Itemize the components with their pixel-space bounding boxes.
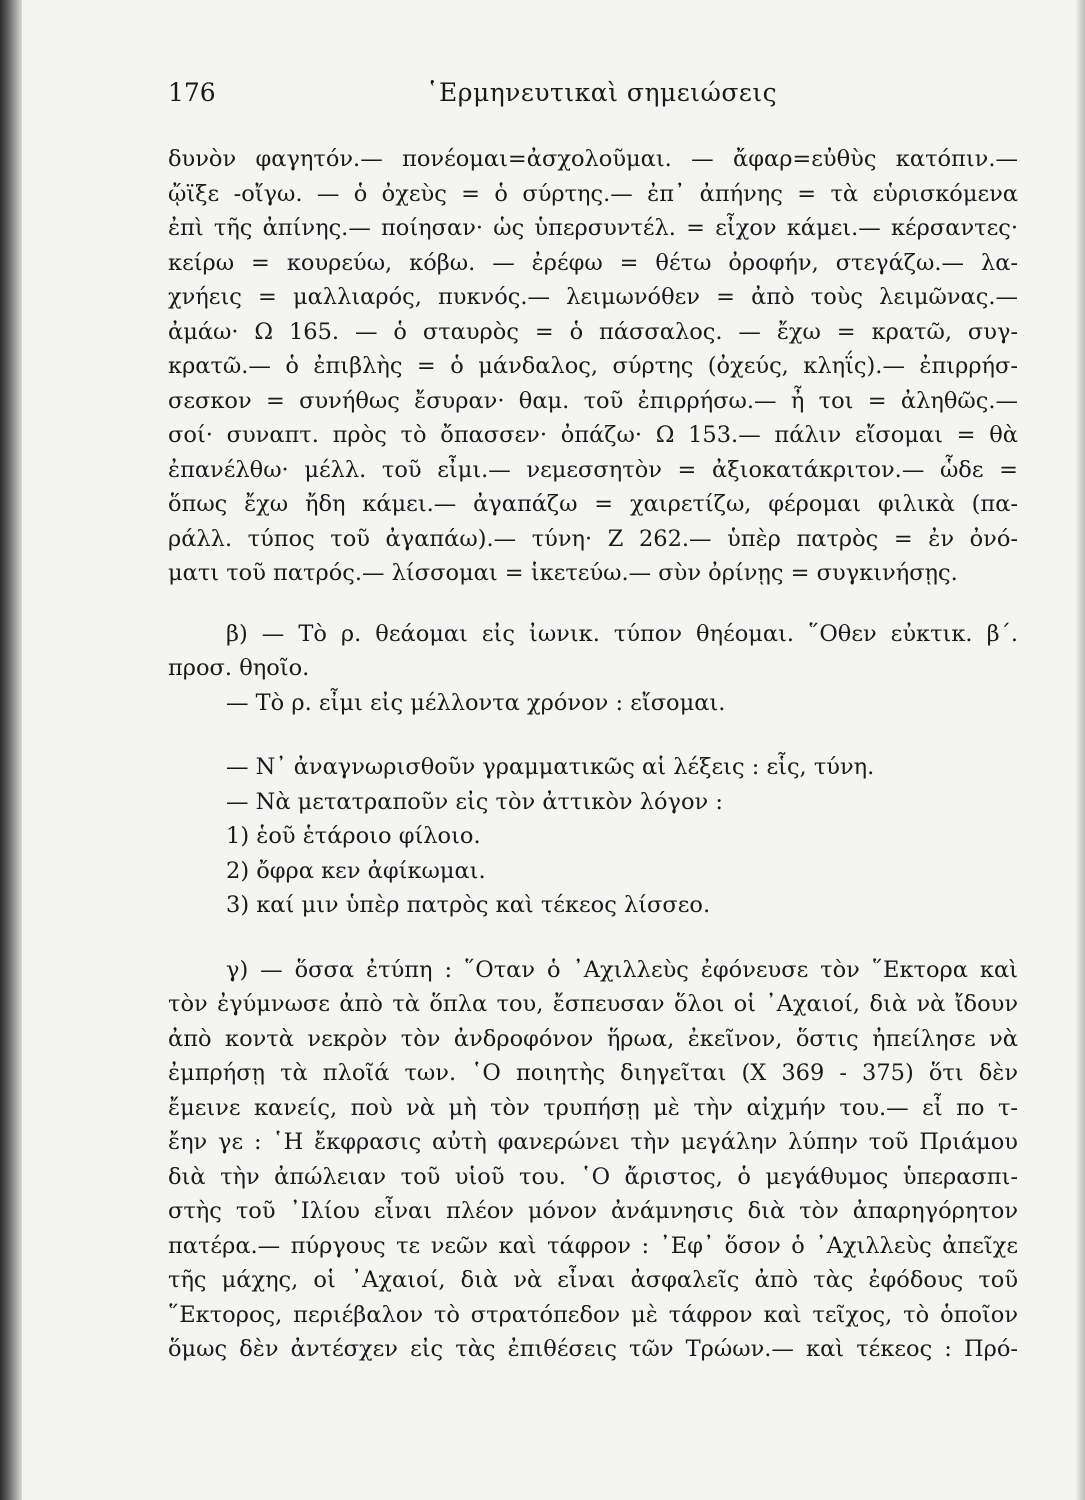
- text-line: ἐπανέλθω· μέλλ. τοῦ εἶμι.— νεμεσσητὸν = ἀξιοκατάκριτον.— ὧδε =: [168, 456, 1018, 483]
- paragraph-gap: [168, 923, 1018, 953]
- text-line: 2) ὄφρα κεν ἀφίκωμαι.: [226, 857, 486, 884]
- text-line: ἀπὸ κοντὰ νεκρὸν τὸν ἀνδροφόνον ἥρωα, ἐκεῖνον, ὅστις ἠπείλησε νὰ: [168, 1025, 1018, 1052]
- text-line: 1) ἑοῦ ἑτάροιο φίλοιο.: [226, 823, 481, 849]
- text-line: τῆς μάχης, οἱ ᾽Αχαιοί, διὰ νὰ εἶναι ἀσφαλεῖς ἀπὸ τὰς ἐφόδους τοῦ: [168, 1267, 1018, 1293]
- text-line: ῞Εκτορος, περιέβαλον τὸ στρατόπεδον μὲ τάφρον καὶ τεῖχος, τὸ ὁποῖον: [168, 1301, 1018, 1328]
- text-line: διὰ τὴν ἀπώλειαν τοῦ υἱοῦ του. ῾Ο ἄριστος, ὁ μεγάθυμος ὑπερασπι-: [168, 1163, 1018, 1190]
- page-edge: [1075, 0, 1085, 1500]
- text-line: ἔμεινε κανείς, ποὺ νὰ μὴ τὸν τρυπήσῃ μὲ τὴν αἰχμήν του.— εἶ πο τ-: [168, 1094, 1018, 1121]
- text-line: ὅμως δὲν ἀντέσχεν εἰς τὰς ἐπιθέσεις τῶν Τρώων.— καὶ τέκεος : Πρό-: [168, 1336, 1018, 1362]
- text-line: ᾤϊξε -οἴγω. — ὁ ὀχεὺς = ὁ σύρτης.— ἐπ᾽ ἀπήνης = τὰ εὑρισκόμενα: [168, 180, 1018, 207]
- page-number: 176: [168, 78, 216, 107]
- text-line: 3) καί μιν ὑπὲρ πατρὸς καὶ τέκεος λίσσεο.: [226, 892, 711, 918]
- running-title: ῾Ερμηνευτικαὶ σημειώσεις: [426, 78, 778, 107]
- text-line: κρατῶ.— ὁ ἐπιβλὴς = ὁ μάνδαλος, σύρτης (ὀχεύς, κληΐς).— ἐπιρρήσ-: [168, 353, 1018, 379]
- paragraph-gap: [168, 720, 1018, 750]
- text-line: ὅπως ἔχω ἤδη κάμει.— ἀγαπάζω = χαιρετίζω, φέρομαι φιλικὰ (πα-: [168, 491, 1018, 517]
- text-line: προσ. θηοῖο.: [168, 655, 310, 681]
- text-line: στὴς τοῦ ᾽Ιλίου εἶναι πλέον μόνον ἀνάμνησις διὰ τὸν ἀπαρηγόρητον: [168, 1198, 1018, 1224]
- text-line: τὸν ἐγύμνωσε ἀπὸ τὰ ὅπλα του, ἔσπευσαν ὅλοι οἱ ᾽Αχαιοί, διὰ νὰ ἴδουν: [168, 991, 1018, 1017]
- text-line: — Νὰ μετατραποῦν εἰς τὸν ἀττικὸν λόγον :: [226, 788, 723, 815]
- text-line: ἐπὶ τῆς ἀπίνης.— ποίησαν· ὡς ὑπερσυντέλ. = εἶχον κάμει.— κέρσαντες·: [168, 215, 1018, 241]
- text-line: — Τὸ ρ. εἶμι εἰς μέλλοντα χρόνον : εἴσομαι.: [226, 689, 726, 716]
- body-text: [168, 142, 1018, 1367]
- text-line: χνήεις = μαλλιαρός, πυκνός.— λειμωνόθεν = ἀπὸ τοὺς λειμῶνας.—: [168, 284, 1018, 310]
- text-line: ἀμάω· Ω 165. — ὁ σταυρὸς = ὁ πάσσαλος. — ἔχω = κρατῶ, συγ-: [168, 318, 1018, 345]
- text-line: κείρω = κουρεύω, κόβω. — ἐρέφω = θέτω ὀροφήν, στεγάζω.— λα-: [168, 249, 1018, 276]
- text-line: ἐμπρήσῃ τὰ πλοῖά των. ῾Ο ποιητὴς διηγεῖται (Χ 369 - 375) ὅτι δὲν: [168, 1060, 1018, 1086]
- text-line: πατέρα.— πύργους τε νεῶν καὶ τάφρον : ᾽Εφ᾽ ὅσον ὁ ᾽Αχιλλεὺς ἀπεῖχε: [168, 1232, 1018, 1259]
- paragraph-gap: [168, 591, 1018, 617]
- text-line: β) — Τὸ ρ. θεάομαι εἰς ἰωνικ. τύπον θηέομαι. ῞Οθεν εὐκτικ. β΄.: [226, 620, 1018, 647]
- page-binding-shadow: [0, 0, 22, 1500]
- text-line: ματι τοῦ πατρός.— λίσσομαι = ἱκετεύω.— σὺν ὀρίνῃς = συγκινήσῃς.: [168, 560, 958, 586]
- text-line: ἔην γε : ῾Η ἔκφρασις αὐτὴ φανερώνει τὴν μεγάλην λύπην τοῦ Πριάμου: [168, 1129, 1018, 1155]
- text-line: ράλλ. τύπος τοῦ ἀγαπάω).— τύνη· Ζ 262.— ὑπὲρ πατρὸς = ἐν ὀνό-: [168, 525, 1018, 552]
- text-line: σεσκον = συνήθως ἔσυραν· θαμ. τοῦ ἐπιρρήσω.— ἦ τοι = ἀληθῶς.—: [168, 387, 1018, 414]
- text-line: δυνὸν φαγητόν.— πονέομαι=ἀσχολοῦμαι. — ἄφαρ=εὐθὺς κατόπιν.—: [168, 146, 1018, 172]
- text-line: — Ν᾽ ἀναγνωρισθοῦν γραμματικῶς αἱ λέξεις : εἷς, τύνη.: [226, 754, 875, 780]
- text-line: σοί· συναπτ. πρὸς τὸ ὄπασσεν· ὀπάζω· Ω 153.— πάλιν εἴσομαι = θὰ: [168, 422, 1018, 448]
- text-line: γ) — ὅσσα ἐτύπη : ῞Οταν ὁ ᾽Αχιλλεὺς ἐφόνευσε τὸν ῞Εκτορα καὶ: [226, 956, 1018, 983]
